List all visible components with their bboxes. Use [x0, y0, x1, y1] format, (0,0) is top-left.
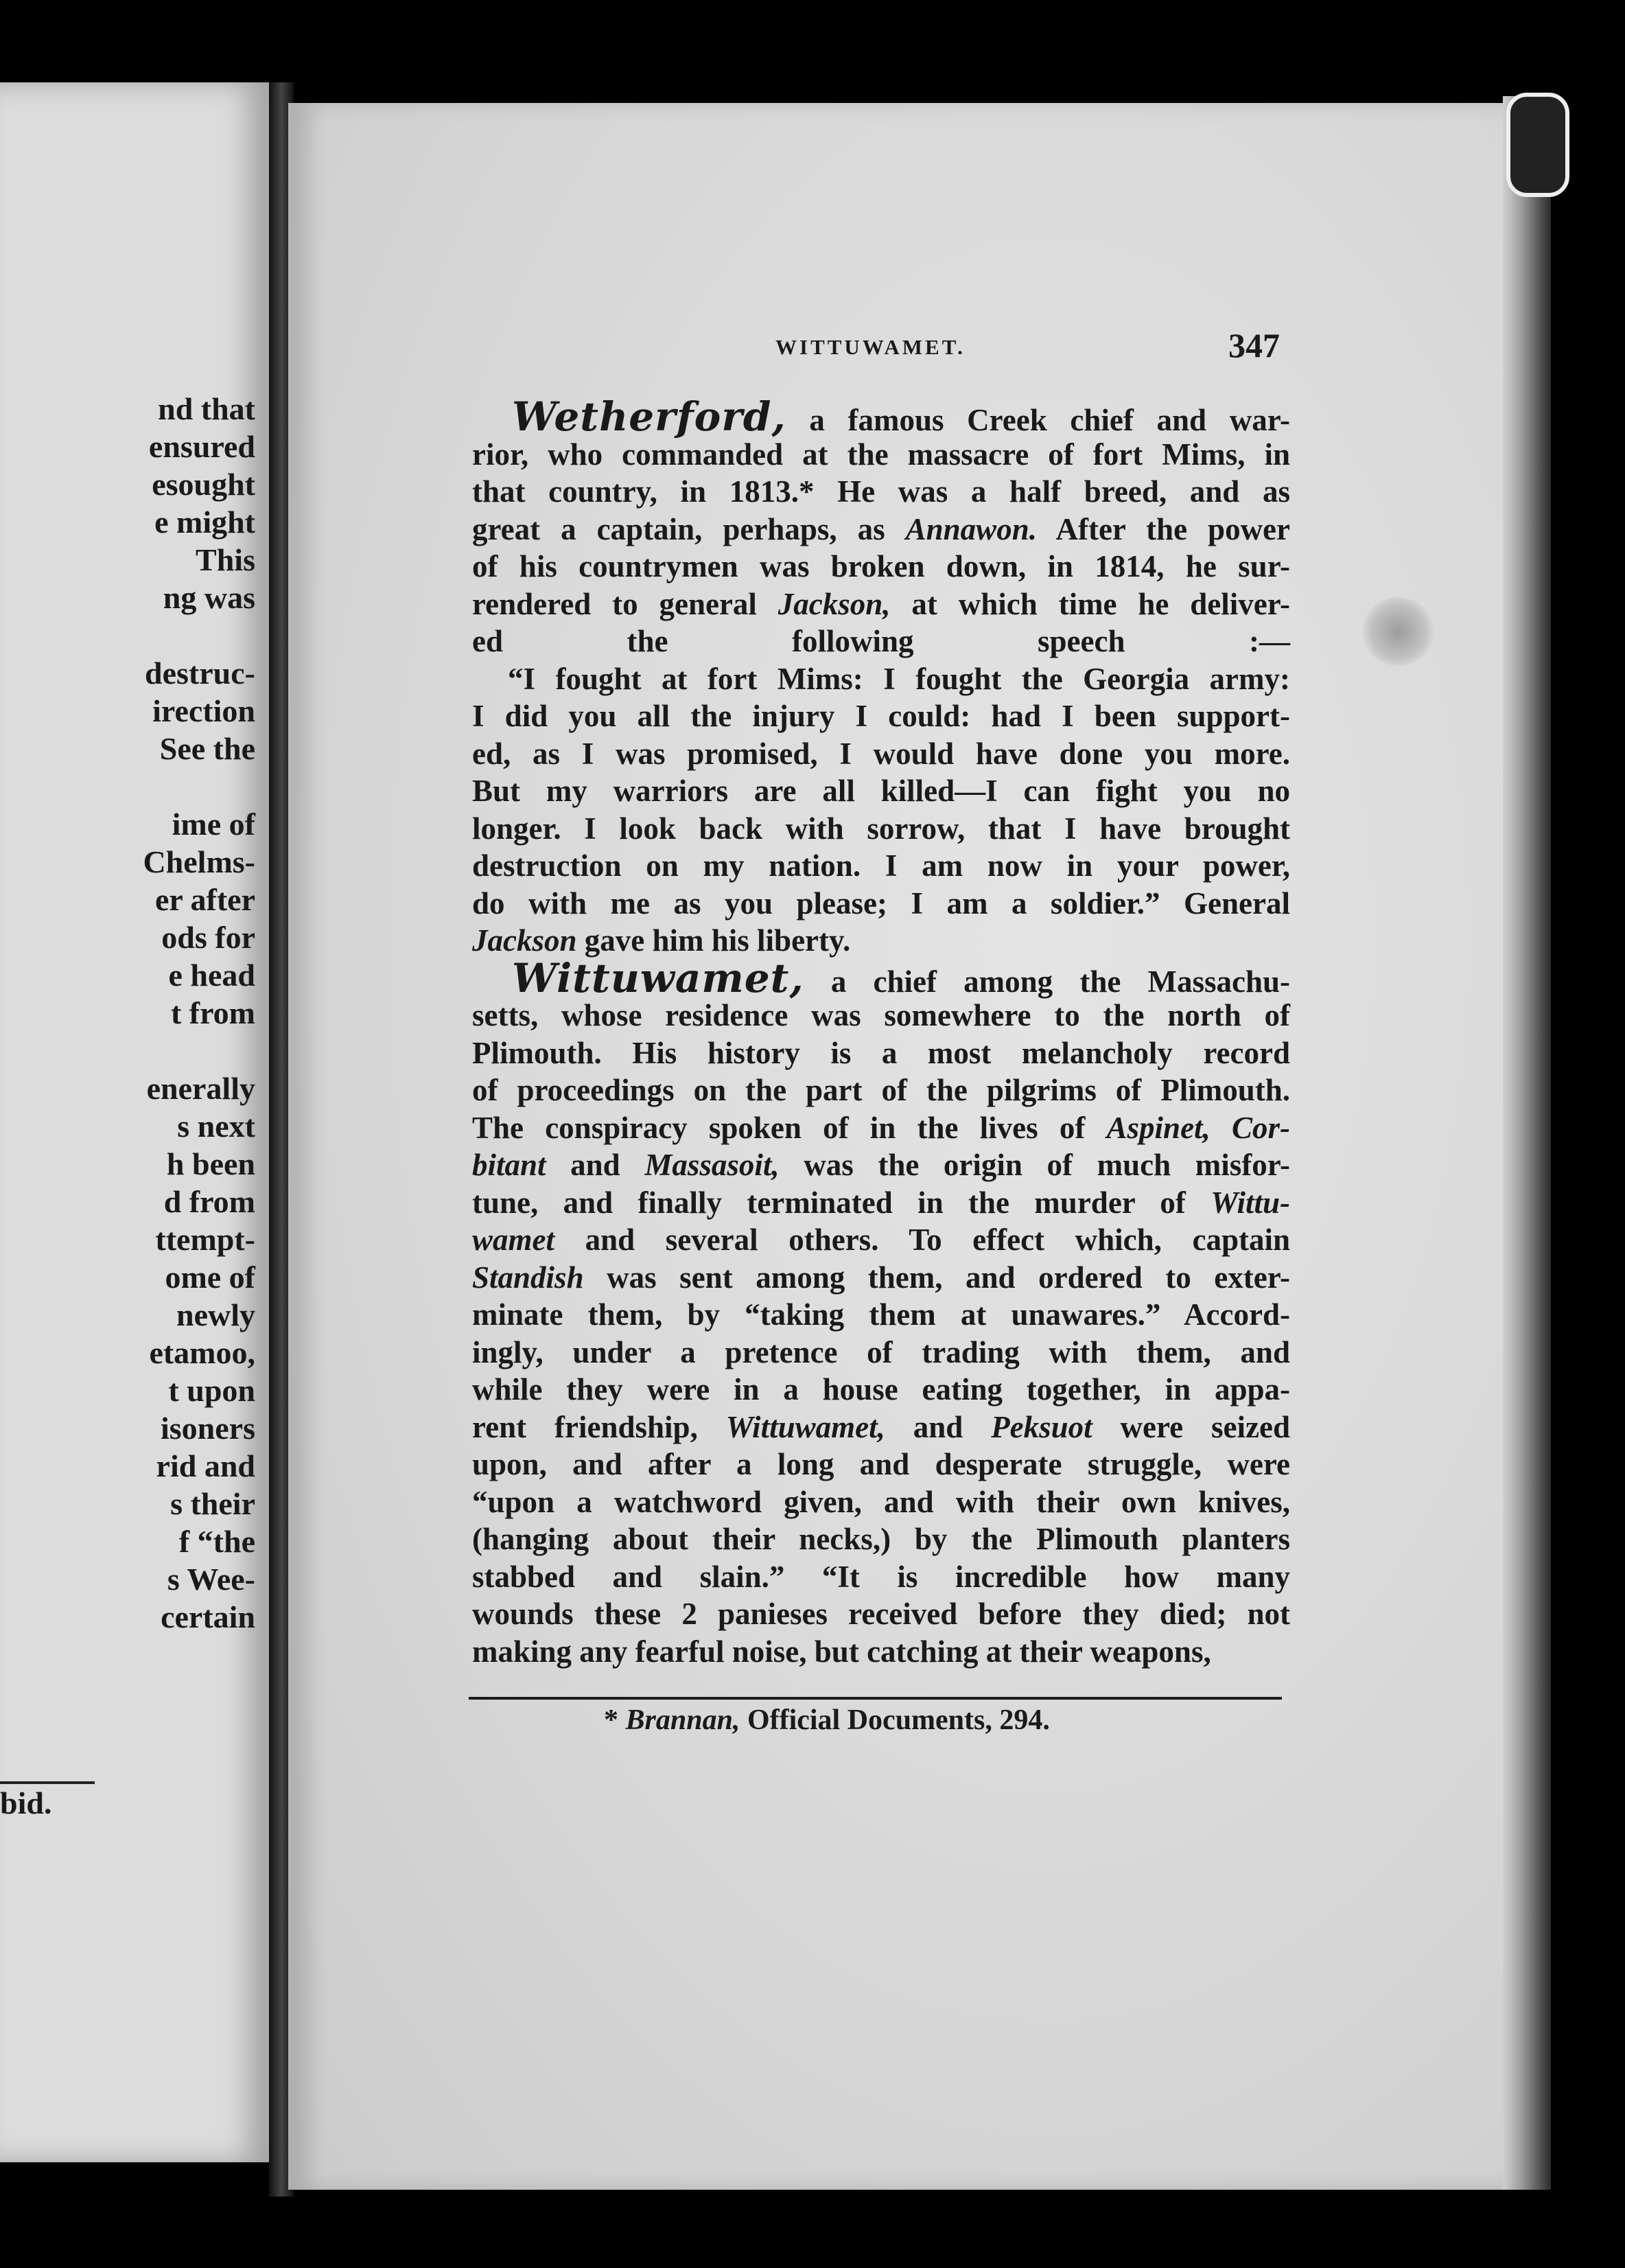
text-run: ingly, under a pretence of trading with them, and — [472, 1334, 1290, 1369]
italic-name: Standish — [472, 1260, 584, 1295]
text-line — [472, 1595, 1290, 1633]
text-run: of his countrymen was broken down, in 1814, he sur- — [472, 549, 1290, 583]
text-run: stabbed and slain.” “It is incredible how many — [472, 1559, 1290, 1594]
left-page-line: f “the — [178, 1524, 255, 1559]
text-line — [472, 1146, 1290, 1184]
text-run: upon, and after a long and desperate struggle, were — [472, 1447, 1290, 1481]
left-page-line: d from — [163, 1184, 255, 1219]
footnote-rest: Official Documents, 294. — [740, 1704, 1050, 1736]
text-line — [472, 810, 1290, 848]
left-page-line: isoners — [161, 1411, 255, 1446]
text-line — [472, 735, 1290, 773]
italic-name: Massasoit, — [644, 1148, 780, 1182]
left-page-line — [0, 767, 255, 805]
left-page-line: ng was — [163, 580, 255, 615]
left-page-line: newly — [176, 1297, 255, 1332]
left-page-line: Chelms- — [143, 844, 255, 879]
page-number: 347 — [1228, 326, 1280, 364]
text-line — [472, 586, 1290, 623]
text-line — [472, 885, 1290, 923]
left-page-line: ome of — [165, 1260, 255, 1295]
text-run: was sent among them, and ordered to exter- — [583, 1260, 1290, 1295]
left-page-line: t upon — [168, 1373, 255, 1408]
left-page-line: s their — [170, 1486, 255, 1521]
left-page-line: nd that — [158, 391, 255, 426]
left-page-line: s next — [177, 1109, 255, 1144]
text-run: But my warriors are all killed—I can fight you no — [472, 774, 1290, 808]
left-page-line: s Wee- — [167, 1562, 255, 1597]
text-run: rendered to general — [472, 586, 778, 621]
text-run: wounds these 2 panieses received before they died; not — [472, 1597, 1290, 1631]
italic-name: bitant — [472, 1148, 546, 1182]
footnote-rule — [469, 1697, 1282, 1700]
left-page-line: ensured — [148, 429, 255, 464]
left-page-line: e head — [168, 958, 255, 993]
text-line — [472, 954, 1290, 1002]
left-page-line: t from — [170, 995, 255, 1030]
left-facing-page — [0, 82, 269, 2162]
text-run: and — [885, 1409, 992, 1444]
text-line — [472, 1520, 1290, 1558]
text-run: gave him his liberty. — [576, 923, 851, 958]
left-page-line: enerally — [146, 1071, 255, 1106]
text-run: The conspiracy spoken of in the lives of — [472, 1110, 1107, 1145]
text-line — [472, 1296, 1290, 1334]
text-line — [472, 1446, 1290, 1483]
entry-name: Wittuwamet, — [512, 954, 804, 1002]
text-run: “upon a watchword given, and with their own knives, — [472, 1484, 1290, 1519]
text-line — [472, 1034, 1290, 1072]
italic-name: Wittu- — [1211, 1185, 1290, 1220]
italic-name: Wittuwamet, — [725, 1409, 885, 1444]
page-edge — [1503, 96, 1551, 2190]
text-run: (hanging about their necks,) by the Plimouth planters — [472, 1522, 1290, 1556]
text-line — [472, 1221, 1290, 1259]
text-run: that country, in 1813.* He was a half breed, and as — [472, 474, 1290, 509]
text-run: do with me as you please; I am a soldier.” General — [472, 886, 1290, 921]
text-run: ed, as I was promised, I would have done you more. — [472, 736, 1290, 771]
text-line — [472, 1409, 1290, 1446]
text-line — [472, 660, 1290, 698]
text-run: minate them, by “taking them at unawares.” Accord- — [472, 1297, 1290, 1332]
footnote-marker: * — [604, 1704, 626, 1736]
text-line — [472, 1371, 1290, 1409]
text-run: at which time he deliver- — [890, 586, 1290, 621]
text-run: rent friendship, — [472, 1409, 726, 1444]
text-run: was the origin of much misfor- — [779, 1148, 1290, 1182]
footnote-author: Brannan, — [625, 1704, 740, 1736]
left-page-line: ime of — [172, 807, 255, 842]
text-line — [472, 1558, 1290, 1596]
left-page-line: ods for — [161, 920, 255, 955]
text-line — [472, 1109, 1290, 1147]
text-line — [472, 473, 1290, 511]
text-line — [472, 847, 1290, 885]
italic-name: Jackson, — [778, 586, 891, 621]
left-page-line: This — [196, 542, 255, 577]
left-page-text — [0, 390, 255, 1636]
text-run: of proceedings on the part of the pilgrims of Plimouth. — [472, 1073, 1290, 1107]
left-page-line — [0, 1032, 255, 1069]
text-line — [472, 772, 1290, 810]
text-run: tune, and finally terminated in the murder of — [472, 1185, 1211, 1220]
text-run: and — [546, 1148, 645, 1182]
body-text — [472, 393, 1291, 1670]
text-line — [472, 1633, 1290, 1671]
left-page-line: irection — [152, 693, 255, 728]
text-run: and several others. To effect which, captain — [554, 1223, 1290, 1257]
left-footnote-fragment: bid. — [0, 1785, 52, 1820]
text-line — [472, 922, 1290, 960]
text-run: making any fearful noise, but catching at their weapons, — [472, 1634, 1211, 1669]
text-line — [472, 436, 1290, 474]
left-footnote-rule — [0, 1781, 95, 1784]
text-run: After the power — [1036, 511, 1291, 546]
text-run: destruction on my nation. I am now in your power, — [472, 848, 1290, 883]
text-line — [472, 1334, 1290, 1372]
entry-name: Wetherford, — [512, 393, 786, 440]
text-run: setts, whose residence was somewhere to the north of — [472, 998, 1290, 1032]
text-line — [472, 1259, 1290, 1297]
text-line — [472, 997, 1290, 1034]
text-run: a famous Creek chief and war- — [809, 403, 1290, 437]
text-run: a chief among the Massachu- — [830, 964, 1290, 999]
left-page-line: certain — [161, 1599, 255, 1634]
left-page-line — [0, 616, 255, 654]
italic-name: Jackson — [472, 923, 577, 958]
binder-clip-icon — [1506, 93, 1569, 197]
text-run: were seized — [1092, 1409, 1290, 1444]
text-run: Plimouth. His history is a most melancholy record — [472, 1035, 1290, 1070]
text-run: I did you all the injury I could: had I been support- — [472, 699, 1290, 733]
paper-stain — [1362, 597, 1434, 666]
running-title: WITTUWAMET. — [775, 335, 966, 359]
left-page-line: etamoo, — [149, 1335, 255, 1370]
text-run: rior, who commanded at the massacre of fort Mims, in — [472, 437, 1290, 472]
italic-name: Cor- — [1232, 1110, 1291, 1145]
text-line — [472, 1184, 1290, 1222]
left-page-line: h been — [166, 1146, 255, 1181]
text-line — [472, 548, 1290, 586]
text-line — [472, 697, 1290, 735]
text-line — [472, 1072, 1290, 1109]
italic-name: wamet — [472, 1223, 554, 1257]
text-run: “I fought at fort Mims: I fought the Georgia army: — [508, 661, 1290, 696]
left-page-line: er after — [155, 882, 255, 917]
italic-name: Annawon. — [905, 511, 1037, 546]
left-page-line: ttempt- — [155, 1222, 255, 1257]
left-page-line: rid and — [156, 1448, 255, 1483]
text-run: longer. I look back with sorrow, that I have brought — [472, 811, 1290, 846]
text-line — [472, 1483, 1290, 1521]
text-run: ed the following speech :— — [472, 624, 1290, 658]
text-line — [472, 511, 1290, 548]
text-run — [1211, 1111, 1232, 1145]
left-page-line: destruc- — [145, 656, 255, 691]
text-run: great a captain, perhaps, as — [472, 511, 906, 546]
text-run: while they were in a house eating together, in appa- — [472, 1372, 1290, 1407]
italic-name: Peksuot — [991, 1409, 1092, 1444]
left-page-line: See the — [159, 731, 255, 766]
left-page-line: esought — [152, 467, 255, 502]
text-line — [472, 623, 1290, 660]
text-line — [472, 393, 1290, 440]
left-page-line: e might — [154, 505, 255, 540]
footnote — [604, 1704, 1050, 1737]
italic-name: Aspinet, — [1106, 1110, 1211, 1145]
